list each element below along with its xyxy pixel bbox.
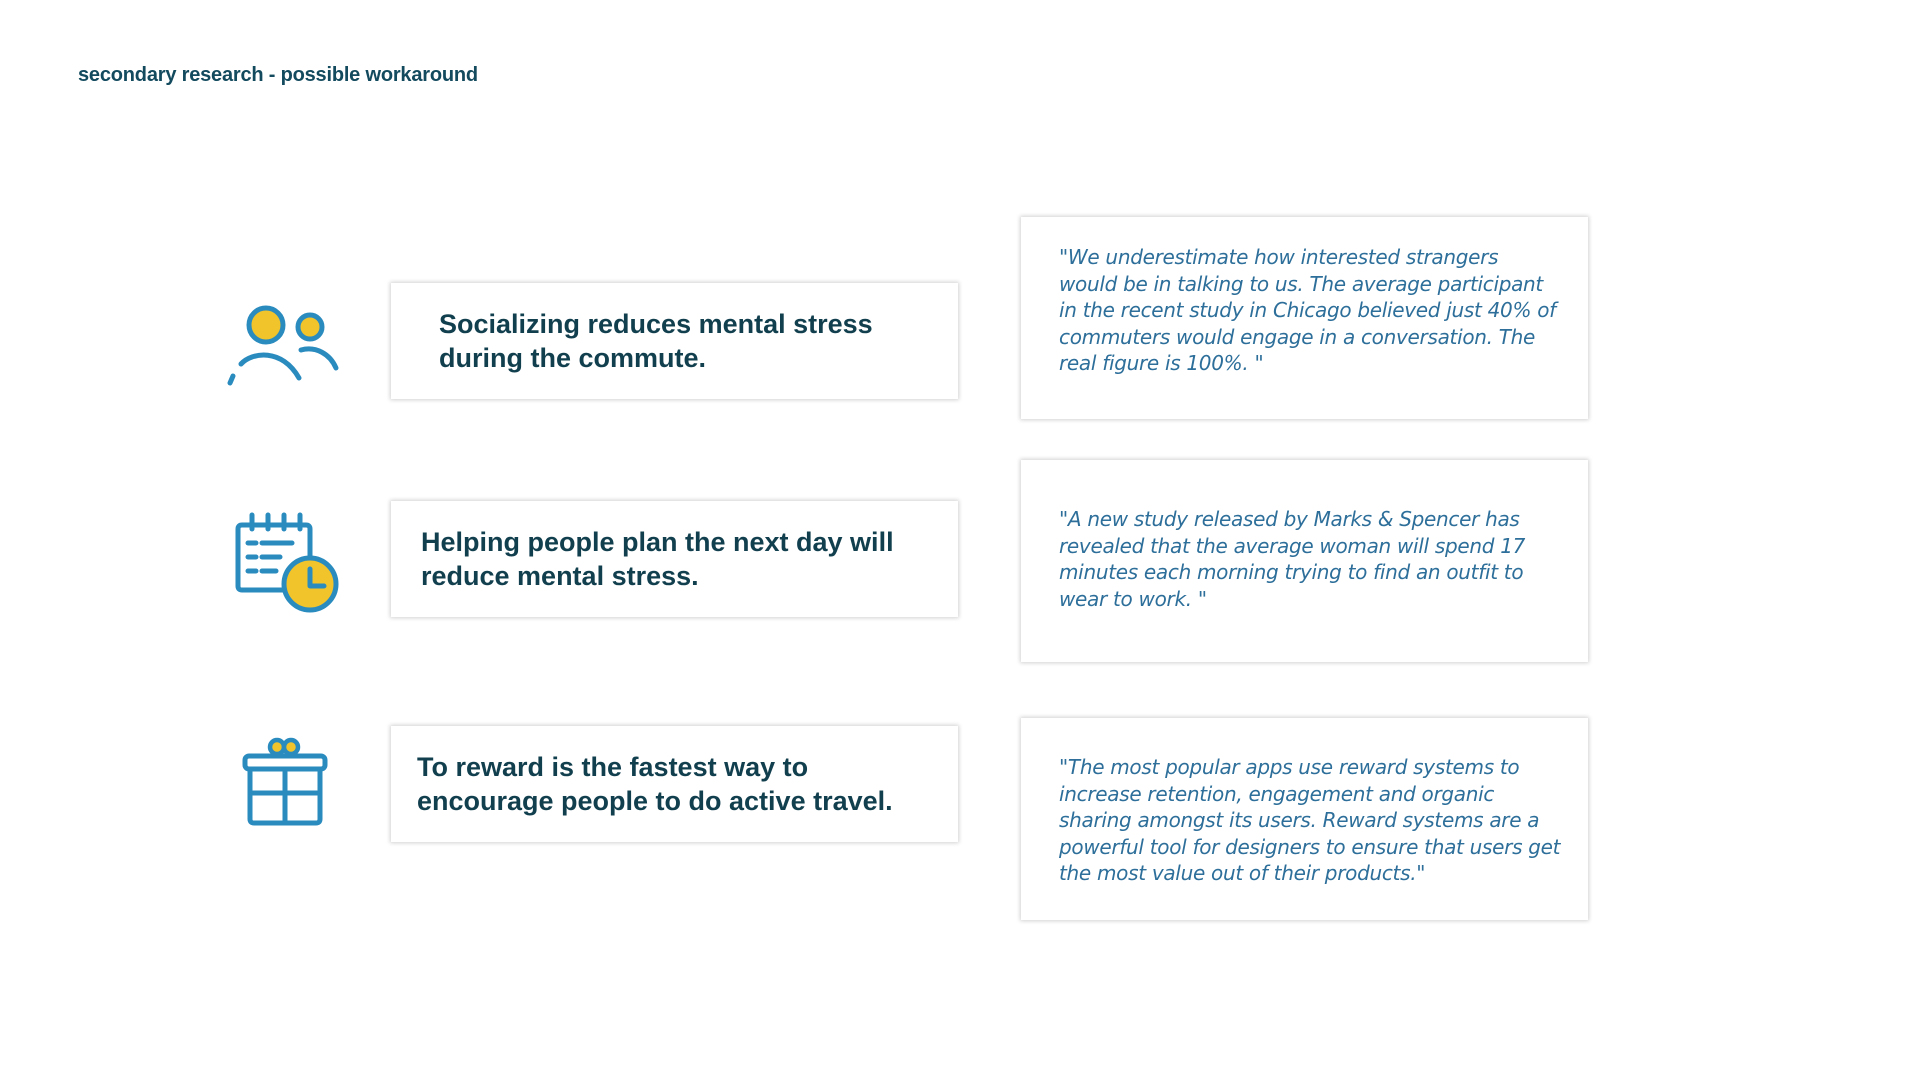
quote-card-1: [1021, 217, 1588, 419]
quote-text: "We underestimate how interested strangers would be in talking to us. The average participant in the recent study in Chicago believed just 40% of commuters would engage in a conversation. The real figure is 100%. ": [1059, 245, 1556, 375]
people-icon: [222, 288, 342, 408]
claim-text: Socializing reduces mental stress during the commute.: [439, 309, 873, 373]
page-title: secondary research - possible workaround: [78, 64, 478, 86]
claim-card-2: [391, 501, 958, 617]
calendar-clock-icon: [230, 505, 350, 625]
claim-card-3: [391, 726, 958, 842]
quote-card-2: [1021, 460, 1588, 662]
quote-text: "The most popular apps use reward systems to increase retention, engagement and organic sharing amongst its users. Reward systems are a powerful tool for designers to ensure that users get the most value out of their products.": [1059, 755, 1561, 885]
gift-icon: [228, 727, 348, 847]
claim-text: To reward is the fastest way to encourage people to do active travel.: [417, 752, 893, 816]
claim-text: Helping people plan the next day will reduce mental stress.: [421, 527, 894, 591]
quote-text: "A new study released by Marks & Spencer has revealed that the average woman will spend 17 minutes each morning trying to find an outfit to wear to work. ": [1059, 507, 1526, 611]
quote-card-3: [1021, 718, 1588, 920]
claim-card-1: [391, 283, 958, 399]
